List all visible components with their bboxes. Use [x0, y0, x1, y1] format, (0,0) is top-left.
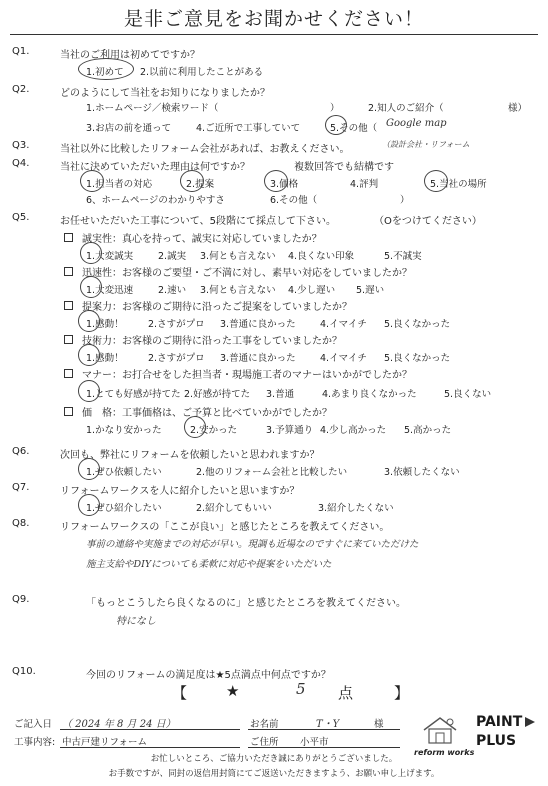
q1-question: 当社のご利用は初めてですか？	[60, 50, 200, 61]
q5-number: Q5.	[12, 212, 30, 223]
q5-row-heading: 技術力：お客様のご期待に沿った工事をしていましたか？	[82, 336, 342, 347]
q5-row-option[interactable]: 2.さすがプロ	[148, 319, 205, 330]
q8-question: リフォームワークスの「ここが良い」と感じたところを教えてください。	[60, 522, 390, 533]
q5-row-option[interactable]: 5.不誠実	[384, 251, 422, 262]
q4-option-4[interactable]: 4.評判	[350, 179, 379, 190]
q6-number: Q6.	[12, 446, 30, 457]
q5-row-option[interactable]: 4.少し高かった	[320, 425, 387, 436]
handwritten-circle	[80, 170, 104, 192]
q4-option-6[interactable]: 6、ホームページのわかりやすさ	[86, 195, 225, 206]
star-icon: ★	[226, 682, 240, 700]
checkbox[interactable]	[64, 407, 73, 416]
q2-option-2[interactable]: 2.知人のご紹介（	[368, 103, 444, 114]
q10-question: 今回のリフォームの満足度は★5点満点中何点ですか？	[86, 670, 331, 681]
handwritten-circle	[180, 170, 204, 192]
q5-row-option[interactable]: 3.何とも言えない	[200, 251, 276, 262]
q4-option-7[interactable]: 6.その他（	[270, 195, 318, 206]
q5-row-option[interactable]: 1.大変誠実	[86, 251, 134, 262]
q2-handwritten-answer: Google map	[386, 118, 447, 129]
q5-row-option[interactable]: 2.誠実	[158, 251, 187, 262]
q4-number: Q4.	[12, 158, 30, 169]
q5-row-option[interactable]: 3.普通に良かった	[220, 319, 296, 330]
checkbox[interactable]	[64, 267, 73, 276]
footer-thanks: お忙しいところ、ご協力いただき誠にありがとうございました。	[150, 754, 398, 764]
q8-number: Q8.	[12, 518, 30, 529]
q1-option-2[interactable]: 2.以前に利用したことがある	[140, 67, 264, 78]
brand-logo-line-1: PAINT	[476, 714, 523, 730]
work-value[interactable]: 中古戸建リフォーム	[62, 737, 148, 748]
q2-option-2-end: 様）	[508, 103, 528, 114]
q5-row-option[interactable]: 2.速い	[158, 285, 187, 296]
q9-question: 「もっとこうしたら良くなるのに」と感じたところを教えてください。	[86, 598, 406, 609]
q5-row-option[interactable]: 5.遅い	[356, 285, 385, 296]
q5-note: （Oをつけてください）	[374, 216, 482, 227]
checkbox[interactable]	[64, 335, 73, 344]
q7-option-2[interactable]: 2.紹介してもいい	[196, 503, 272, 514]
q5-row-option[interactable]: 4.イマイチ	[320, 319, 367, 330]
address-label: ご住所	[250, 737, 279, 748]
q2-option-5[interactable]: 5.その他（	[330, 123, 378, 134]
address-underline	[248, 747, 400, 748]
date-underline	[60, 729, 240, 730]
q5-row-option[interactable]: 1.かなり安かった	[86, 425, 162, 436]
q5-row-option[interactable]: 5.良くなかった	[384, 319, 451, 330]
checkbox[interactable]	[64, 233, 73, 242]
q1-option-1[interactable]: 1.初めて	[86, 67, 124, 78]
title-divider	[10, 34, 538, 35]
handwritten-circle	[78, 458, 100, 480]
date-label: ご記入日	[14, 719, 53, 730]
q5-row-option[interactable]: 3.何とも言えない	[200, 285, 276, 296]
work-underline	[60, 747, 240, 748]
q5-row-option[interactable]: 3.普通に良かった	[220, 353, 296, 364]
q9-number: Q9.	[12, 594, 30, 605]
q5-row-option[interactable]: 3.予算通り	[266, 425, 314, 436]
q4-question: 当社に決めていただいた理由は何ですか？	[60, 162, 250, 173]
q2-question: どのようにして当社をお知りになりましたか？	[60, 88, 270, 99]
q2-option-3[interactable]: 3.お店の前を通って	[86, 123, 172, 134]
score-bracket-close: 】	[394, 684, 410, 702]
q3-handwritten-answer: （設計会社・リフォーム	[382, 140, 470, 149]
handwritten-circle	[325, 115, 347, 135]
q5-question: お任せいただいた工事について、5段階にて採点して下さい。	[60, 216, 336, 227]
q4-option-7-end: ）	[400, 195, 410, 206]
q10-number: Q10.	[12, 666, 36, 677]
q3-question: 当社以外に比較したリフォーム会社があれば、お教えください。	[60, 144, 350, 155]
checkbox[interactable]	[64, 301, 73, 310]
handwritten-circle	[78, 344, 100, 366]
handwritten-circle	[78, 310, 100, 332]
q5-row-option[interactable]: 4.少し遅い	[288, 285, 336, 296]
handwritten-circle	[78, 58, 134, 80]
q2-option-1-close: ）	[330, 103, 340, 114]
q5-row-heading: 提案力：お客様のご期待に沿ったご提案をしていましたか？	[82, 302, 352, 313]
handwritten-circle	[80, 242, 102, 264]
q5-row-heading: マナー：お打合せをした担当者・現場施工者のマナーはいかがでしたか？	[82, 370, 412, 381]
q6-option-1[interactable]: 1.ぜひ依頼したい	[86, 467, 162, 478]
handwritten-circle	[78, 494, 100, 516]
q7-question: リフォームワークスを人に紹介したいと思いますか？	[60, 486, 300, 497]
q7-option-1[interactable]: 1.ぜひ紹介したい	[86, 503, 162, 514]
score-unit: 点	[338, 684, 354, 702]
name-label: お名前	[250, 719, 279, 730]
arrow-icon	[524, 716, 536, 728]
q6-option-3[interactable]: 3.依頼したくない	[384, 467, 460, 478]
checkbox[interactable]	[64, 369, 73, 378]
q5-row-heading: 迅速性：お客様のご要望・ご不満に対し、素早い対応をしていましたか？	[82, 268, 412, 279]
q5-row-option[interactable]: 1.大変迅速	[86, 285, 134, 296]
q5-row-option[interactable]: 3.普通	[266, 389, 295, 400]
footer-instruction: お手数ですが、同封の返信用封筒にてご返送いただきますよう、お願い申し上げます。	[108, 769, 440, 779]
date-value[interactable]: （ 2024 年 8 月 24 日）	[62, 719, 176, 730]
q5-row-option[interactable]: 5.高かった	[404, 425, 452, 436]
q6-option-2[interactable]: 2.他のリフォーム会社と比較したい	[196, 467, 348, 478]
name-suffix: 様	[374, 719, 384, 730]
q8-handwritten-line-1: 事前の連絡や実施までの対応が早い。現調も近場なのですぐに来ていただけた	[86, 539, 419, 550]
q9-handwritten-answer: 特になし	[116, 616, 156, 627]
q1-number: Q1.	[12, 46, 30, 57]
q7-number: Q7.	[12, 482, 30, 493]
q5-row-option[interactable]: 1.とても好感が持てた	[86, 389, 181, 400]
q2-number: Q2.	[12, 84, 30, 95]
score-value[interactable]: 5	[296, 680, 306, 698]
address-value[interactable]: 小平市	[300, 737, 329, 748]
q7-option-3[interactable]: 3.紹介したくない	[318, 503, 394, 514]
q4-option-1[interactable]: 1.担当者の対応	[86, 179, 153, 190]
q5-row-option[interactable]: 4.イマイチ	[320, 353, 367, 364]
q2-option-4[interactable]: 4.ご近所で工事していて	[196, 123, 301, 134]
q5-row-option[interactable]: 2.さすがプロ	[148, 353, 205, 364]
q5-row-option[interactable]: 5.良くなかった	[384, 353, 451, 364]
q5-row-heading: 誠実性：真心を持って、誠実に対応していましたか？	[82, 234, 322, 245]
q8-handwritten-line-2: 施主支給やDIYについても柔軟に対応や提案をいただいた	[86, 559, 332, 570]
name-underline	[248, 729, 400, 730]
q5-row-option[interactable]: 5.良くない	[444, 389, 492, 400]
q4-option-2[interactable]: 2.提案	[186, 179, 215, 190]
house-logo-icon	[422, 716, 458, 744]
q2-option-1[interactable]: 1.ホームページ／検索ワード（	[86, 103, 219, 114]
q5-row-option[interactable]: 4.良くない印象	[288, 251, 355, 262]
handwritten-circle	[80, 276, 102, 298]
q5-row-option[interactable]: 2.好感が持てた	[184, 389, 251, 400]
q5-row-option[interactable]: 2.安かった	[190, 425, 238, 436]
q4-note: 複数回答でも結構です	[294, 162, 394, 173]
score-bracket-open: 【	[172, 684, 188, 702]
q4-option-3[interactable]: 3.価格	[270, 179, 299, 190]
q5-row-heading: 価 格：工事価格は、ご予算と比べていかがでしたか？	[82, 408, 332, 419]
q5-row-option[interactable]: 1.感動！	[86, 353, 124, 364]
q6-question: 次回も、弊社にリフォームを依頼したいと思われますか？	[60, 450, 320, 461]
logo-text: reform works	[414, 748, 475, 757]
handwritten-circle	[264, 170, 288, 192]
handwritten-circle	[184, 416, 206, 438]
work-label: 工事内容:	[14, 737, 56, 748]
handwritten-circle	[78, 380, 100, 402]
name-value[interactable]: T・Y	[316, 719, 340, 730]
q3-number: Q3.	[12, 140, 30, 151]
q4-option-5[interactable]: 5.当社の場所	[430, 179, 487, 190]
page-title: 是非ご意見をお聞かせください！	[123, 8, 424, 30]
handwritten-circle	[424, 170, 448, 192]
brand-logo-line-2: PLUS	[476, 733, 517, 749]
q5-row-option[interactable]: 4.あまり良くなかった	[322, 389, 417, 400]
q5-row-option[interactable]: 1.感動！	[86, 319, 124, 330]
